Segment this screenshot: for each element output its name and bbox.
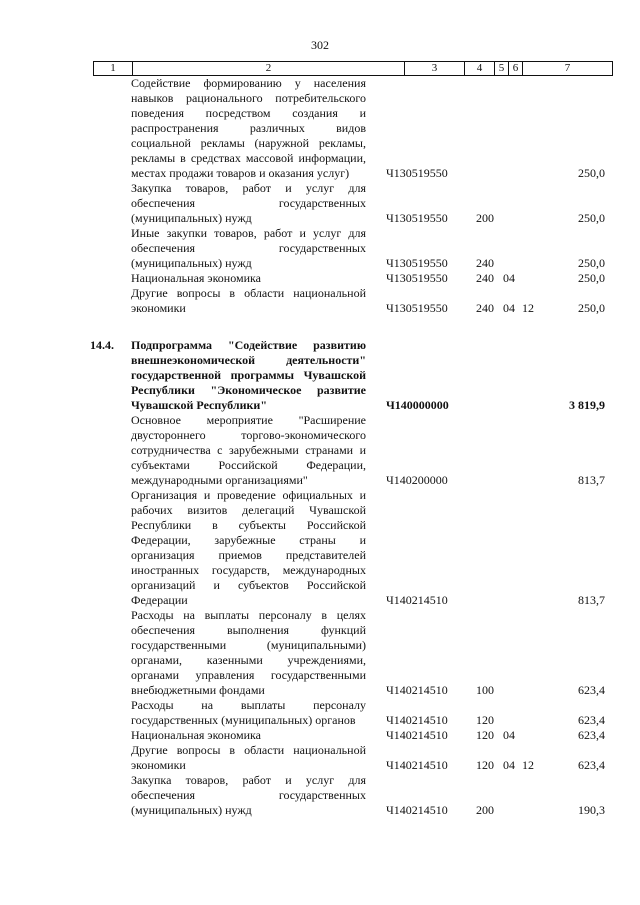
target-code: Ч130519550 — [386, 271, 448, 285]
table-row — [93, 698, 613, 728]
row-description: Расходы на выплаты персоналу в целях обеспечения выполнения функций государственными (муниципальными) органами, казенными учреждениями, органами управления государственными внебюджетными фондами — [131, 608, 366, 697]
expense-type: 200 — [476, 211, 494, 225]
amount: 250,0 — [578, 211, 605, 225]
header-col-3: 3 — [404, 62, 464, 75]
subsection-code: 12 — [522, 301, 534, 315]
table-row — [93, 271, 613, 286]
amount: 623,4 — [578, 758, 605, 772]
row-description: Подпрограмма "Содействие развитию внешнеэкономической деятельности" государственной программы Чувашской Республики "Экономическое развитие Чувашской Республики" — [131, 338, 366, 412]
row-description: Национальная экономика — [131, 271, 261, 285]
expense-type: 100 — [476, 683, 494, 697]
header-col-2: 2 — [132, 62, 404, 75]
section-code: 04 — [503, 301, 515, 315]
expense-type: 120 — [476, 713, 494, 727]
row-description: Основное мероприятие "Расширение двустороннего торгово-экономического сотрудничества с зарубежными странами и субъектами Российской Федерации, международными организациями" — [131, 413, 366, 487]
header-col-7: 7 — [522, 62, 612, 75]
expense-type: 240 — [476, 271, 494, 285]
table-header — [93, 61, 613, 76]
amount: 623,4 — [578, 683, 605, 697]
target-code: Ч140000000 — [386, 398, 449, 412]
table-row — [90, 338, 613, 413]
expense-type: 120 — [476, 728, 494, 742]
amount: 250,0 — [578, 256, 605, 270]
target-code: Ч140200000 — [386, 473, 448, 487]
amount: 190,3 — [578, 803, 605, 817]
amount: 250,0 — [578, 301, 605, 315]
expense-type: 120 — [476, 758, 494, 772]
row-description: Другие вопросы в области национальной экономики — [131, 743, 366, 772]
target-code: Ч140214510 — [386, 758, 448, 772]
target-code: Ч140214510 — [386, 593, 448, 607]
table-row — [93, 743, 613, 773]
table-row — [93, 286, 613, 316]
header-col-1: 1 — [110, 62, 116, 74]
target-code: Ч130519550 — [386, 166, 448, 180]
target-code: Ч140214510 — [386, 728, 448, 742]
amount: 813,7 — [578, 473, 605, 487]
amount: 623,4 — [578, 728, 605, 742]
amount: 623,4 — [578, 713, 605, 727]
amount: 3 819,9 — [569, 398, 605, 412]
row-description: Иные закупки товаров, работ и услуг для обеспечения государственных (муниципальных) нужд — [131, 226, 366, 270]
table-row — [93, 773, 613, 818]
section-code: 04 — [503, 758, 515, 772]
expense-type: 240 — [476, 301, 494, 315]
budget-table — [90, 61, 613, 818]
target-code: Ч130519550 — [386, 256, 448, 270]
row-description: Содействие формированию у населения навыков рационального потребительского поведения посредством создания и распространения различных видов социальной рекламы (наружной рекламы, рекламы в средствах массовой информации, местах продажи товаров и оказания услуг) — [131, 76, 366, 180]
row-description: Закупка товаров, работ и услуг для обеспечения государственных (муниципальных) нужд — [131, 181, 366, 225]
expense-type: 240 — [476, 256, 494, 270]
expense-type: 200 — [476, 803, 494, 817]
row-description: Другие вопросы в области национальной экономики — [131, 286, 366, 315]
section-code: 04 — [503, 271, 515, 285]
row-description: Организация и проведение официальных и рабочих визитов делегаций Чувашской Республики в субъекты Российской Федерации, зарубежные страны и организация приемов представителей иностранных государств, международных организаций и субъектов Российской Федерации — [131, 488, 366, 607]
subsection-code: 12 — [522, 758, 534, 772]
section-code: 04 — [503, 728, 515, 742]
amount: 250,0 — [578, 271, 605, 285]
header-col-4: 4 — [464, 62, 494, 75]
table-row — [93, 488, 613, 608]
target-code: Ч140214510 — [386, 683, 448, 697]
target-code: Ч140214510 — [386, 803, 448, 817]
row-description: Национальная экономика — [131, 728, 261, 742]
row-description: Расходы на выплаты персоналу государственных (муниципальных) органов — [131, 698, 366, 727]
table-row — [93, 608, 613, 698]
row-number: 14.4. — [90, 338, 114, 352]
row-description: Закупка товаров, работ и услуг для обеспечения государственных (муниципальных) нужд — [131, 773, 366, 817]
table-row — [93, 181, 613, 226]
table-row — [93, 728, 613, 743]
amount: 250,0 — [578, 166, 605, 180]
target-code: Ч140214510 — [386, 713, 448, 727]
target-code: Ч130519550 — [386, 211, 448, 225]
table-row — [93, 76, 613, 181]
table-body — [90, 76, 613, 818]
amount: 813,7 — [578, 593, 605, 607]
table-row — [93, 413, 613, 488]
header-col-6: 6 — [508, 62, 522, 75]
page-number: 302 — [311, 38, 329, 52]
target-code: Ч130519550 — [386, 301, 448, 315]
table-row — [93, 226, 613, 271]
header-col-5: 5 — [494, 62, 508, 75]
